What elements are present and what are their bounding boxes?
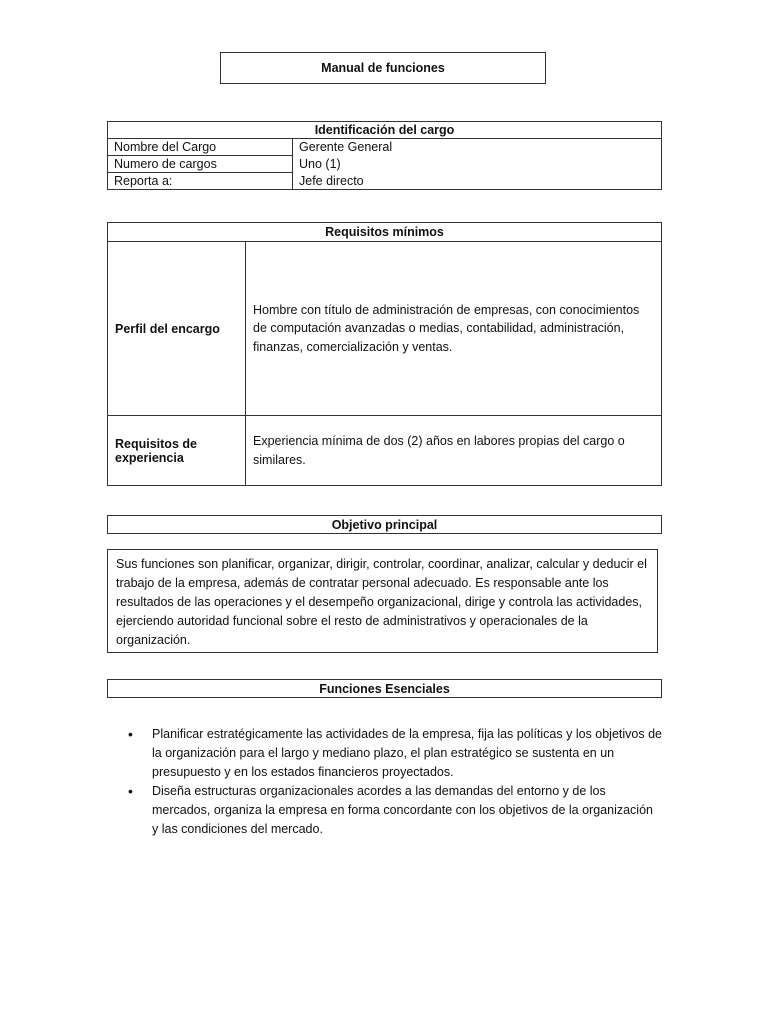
profile-text: Hombre con título de administración de empresas, con conocimientos de computación avanzadas o medias, contabilidad, administración, finanzas, comercialización y ventas. <box>246 242 662 416</box>
document-title: Manual de funciones <box>220 52 546 84</box>
reports-to-value: Jefe directo <box>293 173 662 190</box>
function-text: Planificar estratégicamente las actividades de la empresa, fija las políticas y los objetivos de la organización para el largo y mediano plazo, el plan estratégico se sustenta en un presupuesto y en los estados financieros proyectados. <box>152 727 662 779</box>
identification-table <box>107 121 662 190</box>
position-name-label: Nombre del Cargo <box>108 139 293 156</box>
requirements-table <box>107 222 662 486</box>
identification-header: Identificación del cargo <box>108 122 662 139</box>
experience-label: Requisitos de experiencia <box>108 416 246 486</box>
list-item <box>126 782 662 839</box>
requirements-header: Requisitos mínimos <box>108 223 662 242</box>
objective-header: Objetivo principal <box>107 515 662 534</box>
position-count-value: Uno (1) <box>293 156 662 173</box>
bullet-icon: • <box>128 726 133 742</box>
function-text: Diseña estructuras organizacionales acordes a las demandas del entorno y de los mercados, organiza la empresa en forma concordante con los objetivos de la organización y las condiciones del mercado. <box>152 784 653 836</box>
position-name-value: Gerente General <box>293 139 662 156</box>
list-item <box>126 725 662 782</box>
functions-list <box>126 725 662 839</box>
objective-text: Sus funciones son planificar, organizar, dirigir, controlar, coordinar, analizar, calcular y deducir el trabajo de la empresa, además de contratar personal adecuado. Es responsable ante los resultados de las operaciones y el desempeño organizacional, dirige y controla las actividades, ejerciendo autoridad funcional sobre el resto de administrativos y operacionales de la organización. <box>107 549 658 653</box>
experience-text: Experiencia mínima de dos (2) años en labores propias del cargo o similares. <box>246 416 662 486</box>
reports-to-label: Reporta a: <box>108 173 293 190</box>
bullet-icon: • <box>128 783 133 799</box>
position-count-label: Numero de cargos <box>108 156 293 173</box>
profile-label: Perfil del encargo <box>108 242 246 416</box>
functions-header: Funciones Esenciales <box>107 679 662 698</box>
